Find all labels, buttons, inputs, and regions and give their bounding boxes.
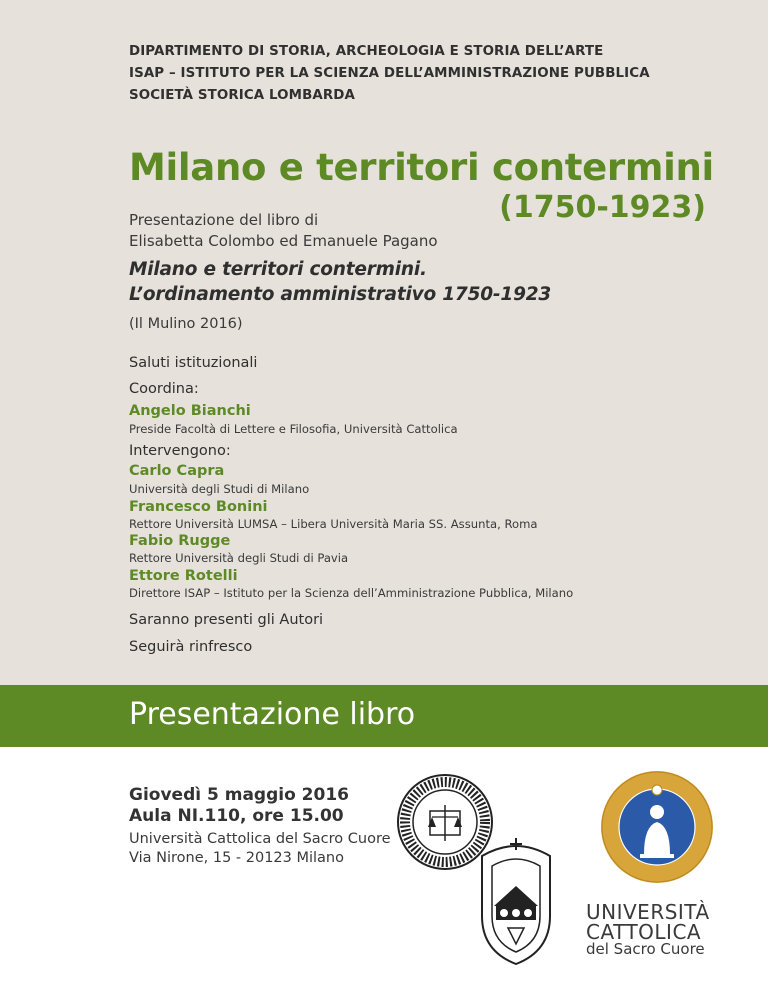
intro-line: Presentazione del libro di bbox=[129, 211, 319, 229]
university-name-line1: UNIVERSITÀ bbox=[586, 900, 710, 924]
event-date: Giovedì 5 maggio 2016 bbox=[129, 785, 349, 805]
book-title-line: Milano e territori contermini. bbox=[129, 259, 427, 280]
event-room-time: Aula NI.110, ore 15.00 bbox=[129, 806, 344, 826]
event-years: (1750-1923) bbox=[499, 190, 706, 225]
venue-name: Università Cattolica del Sacro Cuore bbox=[129, 831, 391, 847]
universita-cattolica-seal bbox=[600, 770, 714, 884]
coordinator-name: Angelo Bianchi bbox=[129, 403, 251, 419]
speaker-name: Francesco Bonini bbox=[129, 499, 268, 515]
band-title: Presentazione libro bbox=[129, 697, 416, 732]
speaker-name: Ettore Rotelli bbox=[129, 568, 238, 584]
speaker-name: Fabio Rugge bbox=[129, 533, 231, 549]
authors-note: Saranno presenti gli Autori bbox=[129, 612, 324, 628]
university-name-line3: del Sacro Cuore bbox=[586, 940, 705, 958]
venue-address: Via Nirone, 15 - 20123 Milano bbox=[129, 850, 344, 866]
speaker-name: Carlo Capra bbox=[129, 463, 225, 479]
event-title: Milano e territori contermini bbox=[129, 146, 714, 189]
organizer-line: ISAP – ISTITUTO PER LA SCIENZA DELL’AMMINISTRAZIONE PUBBLICA bbox=[129, 66, 650, 81]
book-publisher: (Il Mulino 2016) bbox=[129, 316, 243, 332]
speakers-label: Intervengono: bbox=[129, 443, 231, 459]
speaker-role: Direttore ISAP – Istituto per la Scienza dell’Amministrazione Pubblica, Milano bbox=[129, 586, 574, 600]
organizer-line: DIPARTIMENTO DI STORIA, ARCHEOLOGIA E STORIA DELL’ARTE bbox=[129, 44, 604, 59]
speaker-role: Rettore Università degli Studi di Pavia bbox=[129, 551, 349, 565]
societa-storica-lombarda-crest bbox=[472, 836, 560, 966]
university-name-line2: CATTOLICA bbox=[586, 920, 702, 944]
coordinator-role: Preside Facoltà di Lettere e Filosofia, Università Cattolica bbox=[129, 422, 458, 436]
organizer-line: SOCIETÀ STORICA LOMBARDA bbox=[129, 88, 355, 103]
refreshment-note: Seguirà rinfresco bbox=[129, 639, 253, 655]
speaker-role: Rettore Università LUMSA – Libera Università Maria SS. Assunta, Roma bbox=[129, 517, 538, 531]
coordinator-label: Coordina: bbox=[129, 381, 199, 397]
book-title-line: L’ordinamento amministrativo 1750-1923 bbox=[129, 284, 552, 305]
greetings-label: Saluti istituzionali bbox=[129, 355, 258, 371]
intro-authors: Elisabetta Colombo ed Emanuele Pagano bbox=[129, 232, 438, 250]
speaker-role: Università degli Studi di Milano bbox=[129, 482, 310, 496]
